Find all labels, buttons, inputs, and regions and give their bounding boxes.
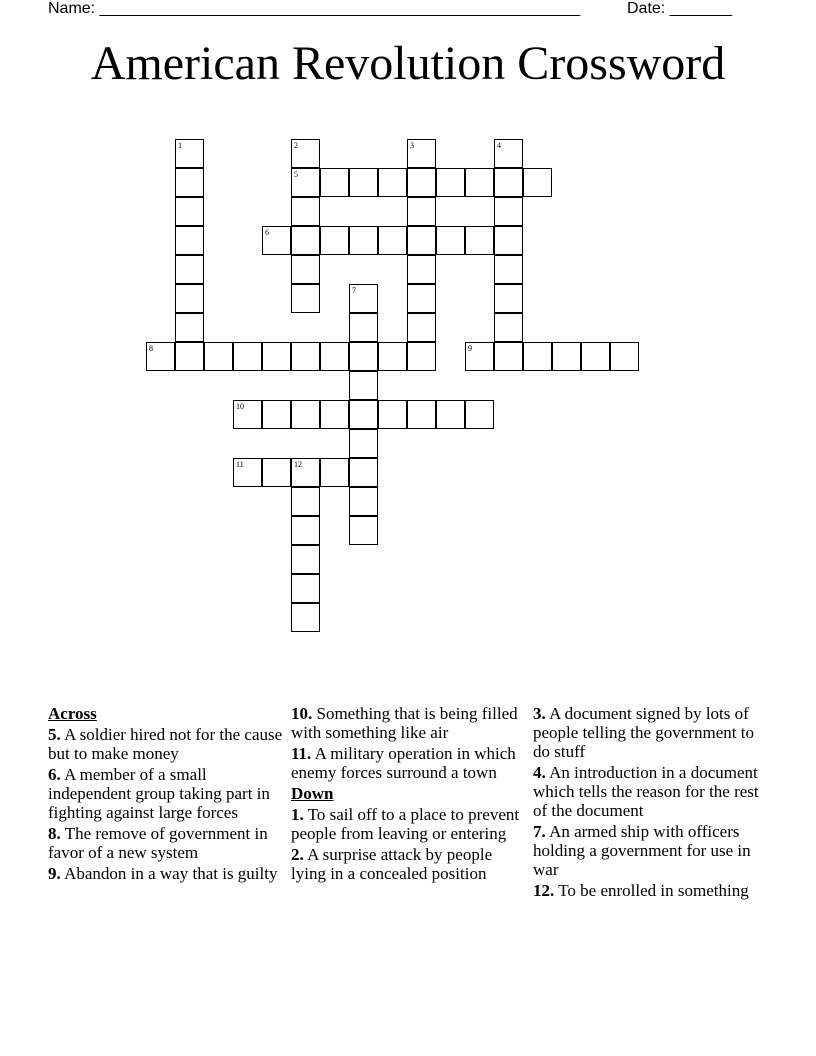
grid-cell[interactable] [436,168,465,197]
clue-number: 1 [178,141,182,150]
grid-cell[interactable] [291,487,320,516]
grid-cell[interactable] [175,284,204,313]
grid-cell[interactable] [349,168,378,197]
grid-cell[interactable] [436,226,465,255]
grid-cell[interactable] [523,168,552,197]
grid-cell[interactable] [378,168,407,197]
grid-cell[interactable] [407,400,436,429]
clue-across-11: 11. A military operation in which enemy forces surround a town [291,744,516,782]
grid-cell[interactable] [407,284,436,313]
grid-cell[interactable] [494,342,523,371]
clue-down-12: 12. To be enrolled in something [533,881,749,900]
clue-number: 5 [294,170,298,179]
grid-cell[interactable] [552,342,581,371]
grid-cell[interactable] [407,255,436,284]
grid-cell[interactable] [465,342,494,371]
grid-cell[interactable] [291,342,320,371]
clue-number: 2 [294,141,298,150]
across-heading: Across [48,704,97,723]
clue-number: 11 [236,460,244,469]
grid-cell[interactable] [291,168,320,197]
clue-number: 4 [497,141,501,150]
clue-number: 3 [410,141,414,150]
grid-cell[interactable] [494,197,523,226]
grid-cell[interactable] [262,458,291,487]
grid-cell[interactable] [233,400,262,429]
grid-cell[interactable] [407,168,436,197]
clue-across-5: 5. A soldier hired not for the cause but to make money [48,725,283,763]
grid-cell[interactable] [291,139,320,168]
grid-cell[interactable] [610,342,639,371]
clue-across-6: 6. A member of a small independent group taking part in fighting against large forces [48,765,270,822]
clue-down-1: 1. To sail off to a place to prevent people from leaving or entering [291,805,520,843]
grid-cell[interactable] [204,342,233,371]
grid-cell[interactable] [291,197,320,226]
grid-cell[interactable] [349,284,378,313]
grid-cell[interactable] [291,226,320,255]
grid-cell[interactable] [291,400,320,429]
grid-cell[interactable] [349,429,378,458]
grid-cell[interactable] [349,226,378,255]
grid-cell[interactable] [407,197,436,226]
grid-cell[interactable] [291,516,320,545]
grid-cell[interactable] [320,168,349,197]
clue-down-7: 7. An armed ship with officers holding a government for use in war [533,822,751,879]
grid-cell[interactable] [175,197,204,226]
grid-cell[interactable] [378,342,407,371]
grid-cell[interactable] [320,458,349,487]
grid-cell[interactable] [175,139,204,168]
grid-cell[interactable] [291,255,320,284]
grid-cell[interactable] [146,342,175,371]
clue-number: 8 [149,344,153,353]
grid-cell[interactable] [262,400,291,429]
grid-cell[interactable] [175,168,204,197]
grid-cell[interactable] [233,342,262,371]
grid-cell[interactable] [349,516,378,545]
name-line: Name: ______________________________________________________ [48,0,581,17]
clue-number: 6 [265,228,269,237]
clue-down-4: 4. An introduction in a document which tells the reason for the rest of the document [533,763,759,820]
clue-number: 7 [352,286,356,295]
grid-cell[interactable] [494,255,523,284]
grid-cell[interactable] [407,226,436,255]
clue-across-8: 8. The remove of government in favor of a new system [48,824,268,862]
clue-column-2 [291,704,527,885]
grid-cell[interactable] [291,574,320,603]
grid-cell[interactable] [494,226,523,255]
grid-cell[interactable] [407,139,436,168]
clue-number: 12 [294,460,302,469]
grid-cell[interactable] [407,313,436,342]
date-line: Date: _______ [627,0,732,17]
grid-cell[interactable] [175,313,204,342]
clue-down-2: 2. A surprise attack by people lying in a concealed position [291,845,493,883]
grid-cell[interactable] [320,400,349,429]
grid-cell[interactable] [494,313,523,342]
grid-cell[interactable] [262,342,291,371]
clue-column-3 [533,704,769,902]
grid-cell[interactable] [320,342,349,371]
grid-cell[interactable] [407,342,436,371]
grid-cell[interactable] [378,400,407,429]
grid-cell[interactable] [378,226,407,255]
grid-cell[interactable] [436,400,465,429]
grid-cell[interactable] [291,603,320,632]
clue-across-10: 10. Something that is being filled with something like air [291,704,518,742]
grid-cell[interactable] [320,226,349,255]
clue-number: 10 [236,402,244,411]
grid-cell[interactable] [494,168,523,197]
clue-number: 9 [468,344,472,353]
clue-down-3: 3. A document signed by lots of people telling the government to do stuff [533,704,754,761]
grid-cell[interactable] [494,284,523,313]
grid-cell[interactable] [465,168,494,197]
grid-cell[interactable] [349,371,378,400]
grid-cell[interactable] [465,400,494,429]
grid-cell[interactable] [175,255,204,284]
grid-cell[interactable] [581,342,610,371]
grid-cell[interactable] [233,458,262,487]
grid-cell[interactable] [349,313,378,342]
grid-cell[interactable] [291,284,320,313]
grid-cell[interactable] [349,400,378,429]
grid-cell[interactable] [291,545,320,574]
grid-cell[interactable] [465,226,494,255]
down-heading: Down [291,784,334,803]
grid-cell[interactable] [175,226,204,255]
grid-cell[interactable] [523,342,552,371]
page-title: American Revolution Crossword [90,37,726,90]
clue-column-1 [48,704,284,885]
grid-cell[interactable] [175,342,204,371]
grid-cell[interactable] [349,487,378,516]
clue-across-9: 9. Abandon in a way that is guilty [48,864,278,883]
grid-cell[interactable] [291,458,320,487]
grid-cell[interactable] [349,342,378,371]
grid-cell[interactable] [349,458,378,487]
grid-cell[interactable] [494,139,523,168]
grid-cell[interactable] [262,226,291,255]
